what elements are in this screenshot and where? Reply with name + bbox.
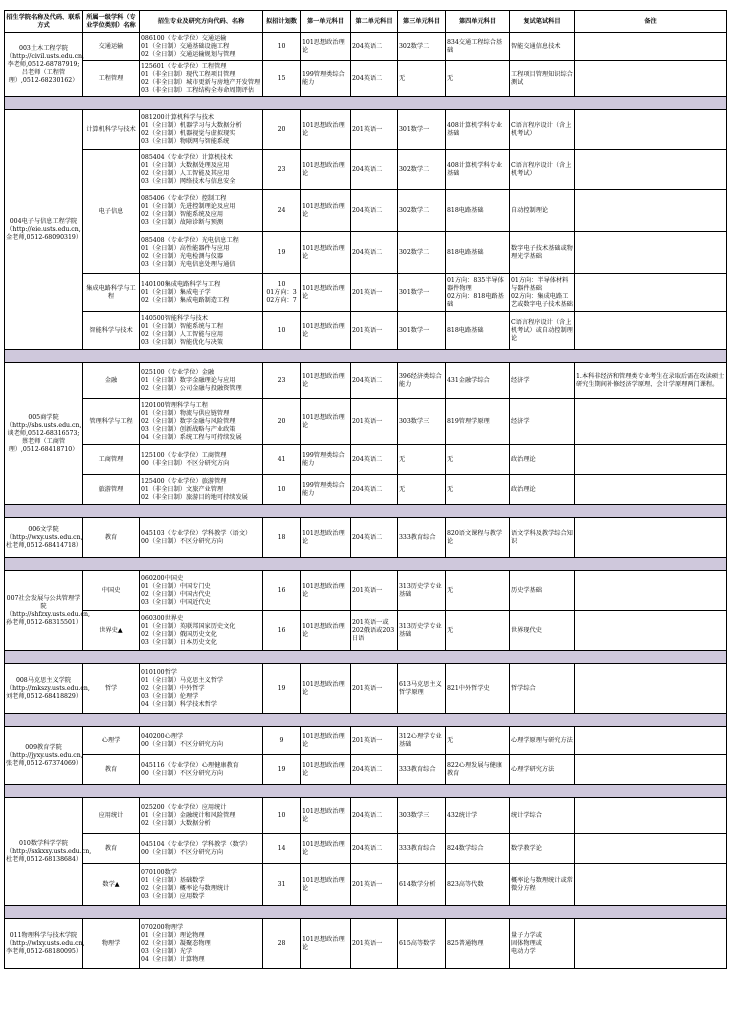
note-cell: [575, 312, 727, 350]
group-separator: [5, 97, 727, 110]
discipline-cell: 旅游管理: [83, 475, 140, 505]
retest-cell: 经济学: [510, 399, 575, 445]
separator-cell: [5, 505, 727, 518]
subject-4-cell: 408计算机学科专业基础: [446, 110, 510, 150]
subject-2-cell: 201英语一: [351, 919, 398, 969]
note-cell: [575, 190, 727, 232]
subject-3-cell: 301数学一: [398, 312, 446, 350]
discipline-cell: 中国史: [83, 571, 140, 611]
header-note: 备注: [575, 11, 727, 33]
note-cell: [575, 475, 727, 505]
major-cell: 045103（专业学位）学科教学（语文） 00（全日制）不区分研究方向: [140, 518, 263, 558]
retest-cell: 世界现代史: [510, 611, 575, 651]
subject-4-cell: 819管理学原理: [446, 399, 510, 445]
retest-cell: 量子力学或 固体物理或 电动力学: [510, 919, 575, 969]
major-cell: 085408（专业学位）光电信息工程 01（全日制）高性能器件与应用 02（全日制）光电检测与仪器 03（全日制）光电信息处理与通信: [140, 232, 263, 274]
subject-2-cell: 204英语二: [351, 61, 398, 97]
table-row: [5, 399, 727, 445]
major-cell: 125601（专业学位）工程管理 01（非全日制）现代工程项目管理 02（非全日制）城市更新与房地产开发管理 03（非全日制）工程结构全寿命周期评估: [140, 61, 263, 97]
college-cell: 010数学科学学院 （http://sxkxxy.usts.edu.cn,杜老师,0512-68138684）: [5, 798, 83, 906]
plan-cell: 19: [263, 755, 301, 785]
plan-cell: 10: [263, 312, 301, 350]
table-row: [5, 110, 727, 150]
note-cell: [575, 727, 727, 755]
subject-4-cell: 825普通物理: [446, 919, 510, 969]
retest-cell: 数学教学论: [510, 834, 575, 864]
plan-cell: 18: [263, 518, 301, 558]
subject-1-cell: 101思想政治理论: [301, 571, 351, 611]
discipline-cell: 心理学: [83, 727, 140, 755]
discipline-cell: 电子信息: [83, 150, 140, 274]
retest-cell: 工程项目管理知识综合测试: [510, 61, 575, 97]
subject-3-cell: 333教育综合: [398, 518, 446, 558]
note-cell: [575, 110, 727, 150]
subject-1-cell: 101思想政治理论: [301, 727, 351, 755]
major-cell: 070100数学 01（全日制）基础数学 02（全日制）概率论与数理统计 03（全日制）应用数学: [140, 864, 263, 906]
table-row: [5, 864, 727, 906]
table-row: [5, 33, 727, 61]
subject-1-cell: 101思想政治理论: [301, 312, 351, 350]
subject-1-cell: 199管理类综合能力: [301, 475, 351, 505]
separator-cell: [5, 714, 727, 727]
plan-cell: 16: [263, 571, 301, 611]
plan-cell: 19: [263, 232, 301, 274]
retest-cell: 自动控制理论: [510, 190, 575, 232]
subject-3-cell: 无: [398, 445, 446, 475]
subject-1-cell: 101思想政治理论: [301, 110, 351, 150]
note-cell: [575, 399, 727, 445]
header-retest: 复试笔试科目: [510, 11, 575, 33]
subject-1-cell: 101思想政治理论: [301, 864, 351, 906]
discipline-cell: 交通运输: [83, 33, 140, 61]
subject-4-cell: 823高等代数: [446, 864, 510, 906]
subject-2-cell: 204英语二: [351, 232, 398, 274]
plan-cell: 15: [263, 61, 301, 97]
retest-cell: 政治理论: [510, 475, 575, 505]
subject-4-cell: 818电路基础: [446, 232, 510, 274]
college-cell: 011物理科学与技术学院 （http://wlxy.usts.edu.cn,李老师,0512-68180095）: [5, 919, 83, 969]
note-cell: [575, 274, 727, 312]
major-cell: 125400（专业学位）旅游管理 01（非全日制）文旅产业管理 02（非全日制）旅游目的地可持续发展: [140, 475, 263, 505]
major-cell: 045116（专业学位）心理健康教育 00（全日制）不区分研究方向: [140, 755, 263, 785]
plan-cell: 23: [263, 150, 301, 190]
plan-cell: 10: [263, 475, 301, 505]
table-row: [5, 61, 727, 97]
subject-1-cell: 101思想政治理论: [301, 190, 351, 232]
plan-cell: 14: [263, 834, 301, 864]
subject-3-cell: 302数学二: [398, 150, 446, 190]
separator-cell: [5, 558, 727, 571]
subject-1-cell: 199管理类综合能力: [301, 445, 351, 475]
discipline-cell: 教育: [83, 518, 140, 558]
discipline-cell: 应用统计: [83, 798, 140, 834]
group-separator: [5, 505, 727, 518]
plan-cell: 19: [263, 664, 301, 714]
major-cell: 085404（专业学位）计算机技术 01（全日制）大数据处理及应用 02（全日制）人工智能及其应用 03（全日制）网络技术与信息安全: [140, 150, 263, 190]
discipline-cell: 数学▲: [83, 864, 140, 906]
subject-3-cell: 303数学三: [398, 798, 446, 834]
discipline-cell: 管理科学与工程: [83, 399, 140, 445]
subject-1-cell: 101思想政治理论: [301, 33, 351, 61]
note-cell: [575, 834, 727, 864]
subject-2-cell: 204英语二: [351, 190, 398, 232]
note-cell: [575, 232, 727, 274]
plan-cell: 24: [263, 190, 301, 232]
table-row: [5, 274, 727, 312]
subject-1-cell: 101思想政治理论: [301, 755, 351, 785]
plan-cell: 20: [263, 110, 301, 150]
note-cell: [575, 611, 727, 651]
subject-4-cell: 无: [446, 475, 510, 505]
subject-1-cell: 101思想政治理论: [301, 363, 351, 399]
subject-1-cell: 101思想政治理论: [301, 664, 351, 714]
retest-cell: C语言程序设计（含上机考试）: [510, 150, 575, 190]
subject-4-cell: 822心理发展与健康教育: [446, 755, 510, 785]
note-cell: [575, 518, 727, 558]
college-cell: 004电子与信息工程学院 （http://eie.usts.edu.cn,金老师,0512-68090319）: [5, 110, 83, 350]
subject-3-cell: 313历史学专业基础: [398, 571, 446, 611]
subject-3-cell: 333教育综合: [398, 834, 446, 864]
subject-3-cell: 396经济类综合能力: [398, 363, 446, 399]
subject-4-cell: 无: [446, 571, 510, 611]
discipline-cell: 哲学: [83, 664, 140, 714]
plan-cell: 41: [263, 445, 301, 475]
table-row: [5, 611, 727, 651]
retest-cell: 数字电子技术基础或物理光学基础: [510, 232, 575, 274]
subject-3-cell: 301数学一: [398, 110, 446, 150]
subject-2-cell: 201英语一: [351, 664, 398, 714]
header-subject-3: 第三单元科目: [398, 11, 446, 33]
subject-2-cell: 204英语二: [351, 798, 398, 834]
table-row: [5, 312, 727, 350]
subject-2-cell: 201英语一: [351, 399, 398, 445]
retest-cell: 哲学综合: [510, 664, 575, 714]
subject-3-cell: 614数学分析: [398, 864, 446, 906]
retest-cell: 统计学综合: [510, 798, 575, 834]
note-cell: [575, 755, 727, 785]
college-cell: 009教育学院 （http://jyxy.usts.edu.cn,张老师,0512-67374069）: [5, 727, 83, 785]
retest-cell: C语言程序设计（含上机考试）或自动控制理论: [510, 312, 575, 350]
subject-4-cell: 无: [446, 61, 510, 97]
subject-3-cell: 313历史学专业基础: [398, 611, 446, 651]
subject-3-cell: 无: [398, 475, 446, 505]
subject-2-cell: 204英语二: [351, 755, 398, 785]
subject-4-cell: 无: [446, 611, 510, 651]
retest-cell: 经济学: [510, 363, 575, 399]
discipline-cell: 世界史▲: [83, 611, 140, 651]
major-cell: 070200物理学 01（全日制）理论物理 02（全日制）凝聚态物理 03（全日制）光学 04（全日制）计算物理: [140, 919, 263, 969]
table-row: [5, 150, 727, 190]
separator-cell: [5, 350, 727, 363]
discipline-cell: 教育: [83, 755, 140, 785]
subject-1-cell: 101思想政治理论: [301, 919, 351, 969]
subject-4-cell: 821中外哲学史: [446, 664, 510, 714]
plan-cell: 16: [263, 611, 301, 651]
header-college: 招生学院名称及代码、联系方式: [5, 11, 83, 33]
major-cell: 081200计算机科学与技术 01（全日制）机器学习与大数据分析 02（全日制）机器视觉与虚拟现实 03（全日制）物联网与智能系统: [140, 110, 263, 150]
plan-cell: 10: [263, 33, 301, 61]
subject-1-cell: 101思想政治理论: [301, 150, 351, 190]
header-major: 招生专业及研究方向代码、名称: [140, 11, 263, 33]
group-separator: [5, 350, 727, 363]
table-row: [5, 475, 727, 505]
subject-1-cell: 101思想政治理论: [301, 834, 351, 864]
subject-4-cell: 824数学综合: [446, 834, 510, 864]
table-row: [5, 755, 727, 785]
subject-2-cell: 201英语一: [351, 274, 398, 312]
major-cell: 060200中国史 01（全日制）中国专门史 02（全日制）中国古代史 03（全日制）中国近代史: [140, 571, 263, 611]
group-separator: [5, 651, 727, 664]
header-subject-2: 第二单元科目: [351, 11, 398, 33]
subject-3-cell: 302数学二: [398, 232, 446, 274]
admissions-table: [4, 10, 727, 969]
subject-2-cell: 204英语二: [351, 475, 398, 505]
plan-cell: 9: [263, 727, 301, 755]
header-subject-1: 第一单元科目: [301, 11, 351, 33]
subject-1-cell: 101思想政治理论: [301, 232, 351, 274]
subject-2-cell: 201英语一: [351, 571, 398, 611]
subject-1-cell: 101思想政治理论: [301, 399, 351, 445]
subject-2-cell: 201英语一: [351, 110, 398, 150]
subject-4-cell: 818电路基础: [446, 190, 510, 232]
subject-3-cell: 615高等数学: [398, 919, 446, 969]
subject-2-cell: 204英语二: [351, 150, 398, 190]
note-cell: 1.本科非经济和管理类专业考生在录取后需在攻读硕士研究生期间补修经济学原理、会计学原理两门课程。: [575, 363, 727, 399]
group-separator: [5, 906, 727, 919]
note-cell: [575, 664, 727, 714]
separator-cell: [5, 785, 727, 798]
note-cell: [575, 919, 727, 969]
major-cell: 010100哲学 01（全日制）马克思主义哲学 02（全日制）中外哲学 03（全日制）伦理学 04（全日制）科学技术哲学: [140, 664, 263, 714]
college-cell: 005商学院 （http://sbs.usts.edu.cn,谈老师,0512-68316573;蔡老师（工商管理）,0512-68418710）: [5, 363, 83, 505]
major-cell: 125100（专业学位）工商管理 00（非全日制）不区分研究方向: [140, 445, 263, 475]
discipline-cell: 金融: [83, 363, 140, 399]
note-cell: [575, 61, 727, 97]
header-subject-4: 第四单元科目: [446, 11, 510, 33]
table-row: [5, 664, 727, 714]
plan-cell: 31: [263, 864, 301, 906]
table-row: [5, 518, 727, 558]
major-cell: 120100管理科学与工程 01（全日制）物流与供应链管理 02（全日制）数字金融与风险管理 03（全日制）创新战略与产业政策 04（全日制）系统工程与可持续发展: [140, 399, 263, 445]
subject-4-cell: 834交通工程综合基础: [446, 33, 510, 61]
note-cell: [575, 445, 727, 475]
discipline-cell: 工商管理: [83, 445, 140, 475]
group-separator: [5, 558, 727, 571]
note-cell: [575, 798, 727, 834]
subject-4-cell: 408计算机学科专业基础: [446, 150, 510, 190]
subject-3-cell: 613马克思主义哲学原理: [398, 664, 446, 714]
note-cell: [575, 150, 727, 190]
table-row: [5, 834, 727, 864]
retest-cell: 语文学科及教学综合知识: [510, 518, 575, 558]
group-separator: [5, 785, 727, 798]
major-cell: 085406（专业学位）控制工程 01（全日制）先进控制理论及应用 02（全日制）智能系统及应用 03（全日制）故障诊断与预测: [140, 190, 263, 232]
plan-cell: 10: [263, 798, 301, 834]
college-cell: 008马克思主义学院 （http://mkszy.usts.edu.cn,刘老师,0512-68418829）: [5, 664, 83, 714]
retest-cell: 01方向：半导体材料与器件基础 02方向：集成电路工艺或数字电子技术基础: [510, 274, 575, 312]
retest-cell: 心理学研究方法: [510, 755, 575, 785]
subject-2-cell: 204英语二: [351, 33, 398, 61]
note-cell: [575, 571, 727, 611]
subject-4-cell: 820语文课程与教学论: [446, 518, 510, 558]
subject-4-cell: 431金融学综合: [446, 363, 510, 399]
note-cell: [575, 33, 727, 61]
major-cell: 025200（专业学位）应用统计 01（全日制）金融统计和风险管理 02（全日制）大数据分析: [140, 798, 263, 834]
subject-2-cell: 201英语一: [351, 312, 398, 350]
plan-cell: 28: [263, 919, 301, 969]
subject-2-cell: 201英语一: [351, 864, 398, 906]
subject-3-cell: 333教育综合: [398, 755, 446, 785]
subject-1-cell: 101思想政治理论: [301, 611, 351, 651]
major-cell: 025100（专业学位）金融 01（全日制）数字金融理论与应用 02（全日制）公司金融与投融资管理: [140, 363, 263, 399]
table-body: [5, 33, 727, 969]
major-cell: 060300世界史 01（全日制）英联邦国家历史文化 02（全日制）俄国历史文化 03（全日制）日本历史文化: [140, 611, 263, 651]
separator-cell: [5, 906, 727, 919]
subject-1-cell: 199管理类综合能力: [301, 61, 351, 97]
retest-cell: 政治理论: [510, 445, 575, 475]
subject-1-cell: 101思想政治理论: [301, 518, 351, 558]
subject-2-cell: 204英语二: [351, 363, 398, 399]
major-cell: 140100集成电路科学与工程 01（全日制）集成电子学 02（全日制）集成电路制造工程: [140, 274, 263, 312]
discipline-cell: 计算机科学与技术: [83, 110, 140, 150]
retest-cell: 历史学基础: [510, 571, 575, 611]
plan-cell: 20: [263, 399, 301, 445]
discipline-cell: 智能科学与技术: [83, 312, 140, 350]
subject-4-cell: 无: [446, 445, 510, 475]
plan-cell: 23: [263, 363, 301, 399]
subject-4-cell: 432统计学: [446, 798, 510, 834]
major-cell: 045104（专业学位）学科教学（数学） 00（全日制）不区分研究方向: [140, 834, 263, 864]
header-plan: 拟招计划数: [263, 11, 301, 33]
discipline-cell: 工程管理: [83, 61, 140, 97]
subject-3-cell: 无: [398, 61, 446, 97]
subject-4-cell: 无: [446, 727, 510, 755]
subject-4-cell: 818电路基础: [446, 312, 510, 350]
subject-2-cell: 201英语一或202俄语或203日语: [351, 611, 398, 651]
subject-2-cell: 204英语二: [351, 834, 398, 864]
header-row: [5, 11, 727, 33]
separator-cell: [5, 97, 727, 110]
subject-3-cell: 312心理学专业基础: [398, 727, 446, 755]
college-cell: 003土木工程学院 （http://civil.usts.edu.cn,李老师,0512-68787919;吕老师（工程管理）,0512-68230162）: [5, 33, 83, 97]
subject-2-cell: 204英语二: [351, 445, 398, 475]
discipline-cell: 物理学: [83, 919, 140, 969]
table-row: [5, 571, 727, 611]
major-cell: 140500智能科学与技术 01（全日制）智能系统与工程 02（全日制）人工智能与应用 03（全日制）智能优化与决策: [140, 312, 263, 350]
subject-4-cell: 01方向：835半导体器件物理 02方向：818电路基础: [446, 274, 510, 312]
note-cell: [575, 864, 727, 906]
separator-cell: [5, 651, 727, 664]
subject-3-cell: 301数学一: [398, 274, 446, 312]
subject-2-cell: 204英语二: [351, 518, 398, 558]
college-cell: 006文学院 （http://wxy.usts.edu.cn,杜老师,0512-68414718）: [5, 518, 83, 558]
table-row: [5, 919, 727, 969]
subject-1-cell: 101思想政治理论: [301, 274, 351, 312]
plan-cell: 10 01方向：3 02方向：7: [263, 274, 301, 312]
table-row: [5, 363, 727, 399]
header-discipline: 所属一级学科（专业学位类别）名称: [83, 11, 140, 33]
discipline-cell: 集成电路科学与工程: [83, 274, 140, 312]
subject-3-cell: 303数学三: [398, 399, 446, 445]
college-cell: 007社会发展与公共管理学院 （http://shfzxy.usts.edu.cn,孙老师,0512-68315501）: [5, 571, 83, 651]
retest-cell: 心理学原理与研究方法: [510, 727, 575, 755]
subject-3-cell: 302数学二: [398, 33, 446, 61]
major-cell: 040200心理学 00（全日制）不区分研究方向: [140, 727, 263, 755]
subject-3-cell: 302数学二: [398, 190, 446, 232]
retest-cell: C语言程序设计（含上机考试）: [510, 110, 575, 150]
table-row: [5, 445, 727, 475]
subject-2-cell: 201英语一: [351, 727, 398, 755]
retest-cell: 智能交通信息技术: [510, 33, 575, 61]
table-row: [5, 798, 727, 834]
table-row: [5, 727, 727, 755]
group-separator: [5, 714, 727, 727]
major-cell: 086100（专业学位）交通运输 01（全日制）交通基础设施工程 02（全日制）交通运输规划与管理: [140, 33, 263, 61]
retest-cell: 概率论与数理统计或常微分方程: [510, 864, 575, 906]
discipline-cell: 教育: [83, 834, 140, 864]
subject-1-cell: 101思想政治理论: [301, 798, 351, 834]
